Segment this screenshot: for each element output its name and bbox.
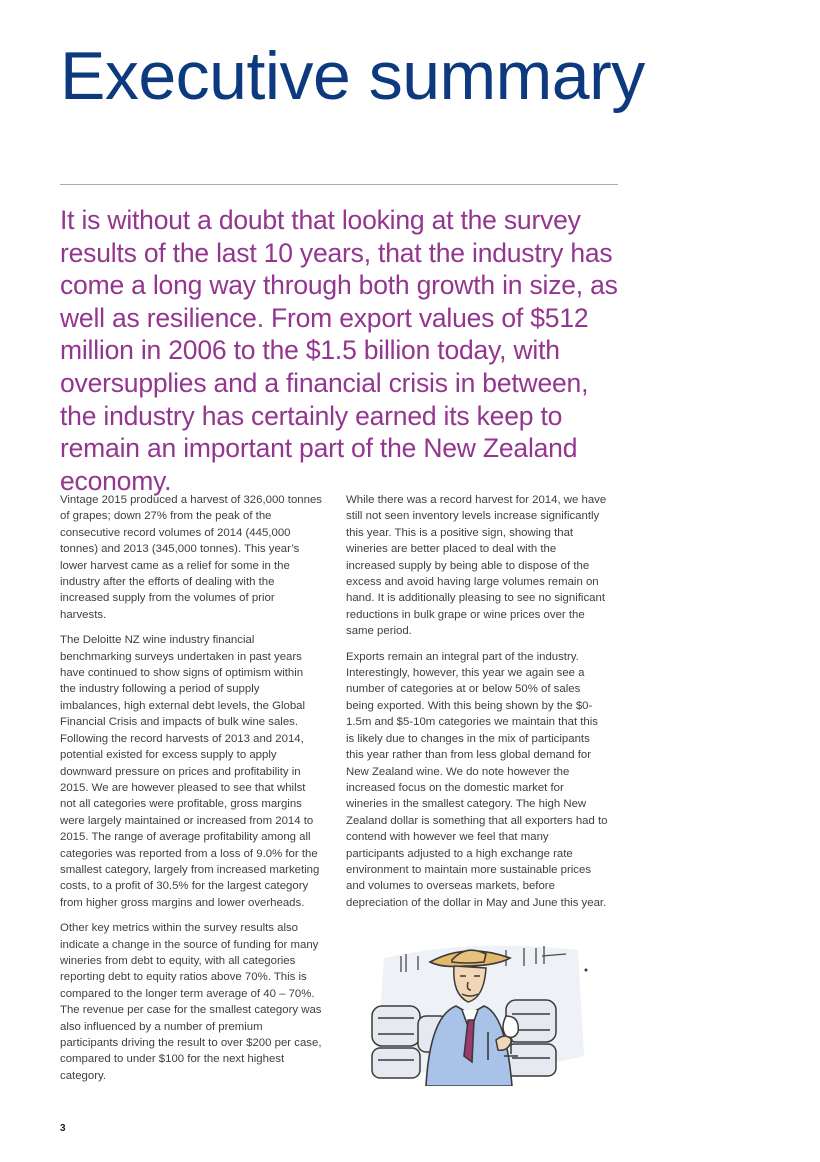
body-paragraph: While there was a record harvest for 2014, we have still not seen inventory levels increase significantly this year. This is a positive sign, showing that wineries are better placed to deal with the increased supply by being able to dispose of the excess and avoid having large volumes remain on hand. It is additionally pleasing to see no significant reductions in bulk grape or wine prices over the same period.	[346, 494, 607, 638]
lead-paragraph: It is without a doubt that looking at the survey results of the last 10 years, that the industry has come a long way through both growth in size, as well as resilience. From export values of $512 million in 2006 to the $1.5 billion today, with oversupplies and a financial crisis in between, the industry has certainly earned its keep to remain an important part of the New Zealand economy.	[60, 205, 618, 496]
body-paragraph: Vintage 2015 produced a harvest of 326,000 tonnes of grapes; down 27% from the peak of the consecutive record volumes of 2014 (445,000 tonnes) and 2013 (345,000 tonnes). This year’s lower harvest came as a relief for some in the industry after the efforts of dealing with the increased supply from the volumes of prior harvests.	[60, 494, 322, 621]
body-paragraph: Exports remain an integral part of the industry. Interestingly, however, this year we again see a number of categories at or below 50% of sales being exported. With this being shown by the $0-1.5m and $5-10m categories we maintain that this is likely due to changes in the mix of participants this year rather than from less global demand for New Zealand wine. We do note however the increased focus on the domestic market for wineries in the smallest category. The high New Zealand dollar is something that all exporters had to contend with however we feel that many participants adjusted to a high exchange rate environment to maintain more sustainable prices and volumes to overseas markets, before depreciation of the dollar in May and June this year.	[346, 650, 608, 909]
right-column	[346, 492, 608, 920]
page-title: Executive summary	[60, 38, 645, 114]
winemaker-illustration	[356, 936, 596, 1086]
page-number: 3	[60, 1123, 66, 1134]
left-column	[60, 492, 322, 1093]
body-paragraph: Other key metrics within the survey results also indicate a change in the source of funding for many wineries from debt to equity, with all categories reporting debt to equity ratios above 70%. This is compared to the longer term average of 40 – 70%. The revenue per case for the smallest category was also influenced by a number of premium participants driving the result to over $200 per case, compared to under $100 for the next highest category.	[60, 922, 322, 1082]
body-paragraph: The Deloitte NZ wine industry financial benchmarking surveys undertaken in past years have continued to show signs of optimism within the industry following a period of supply imbalances, high external debt levels, the Global Financial Crisis and impacts of bulk wine sales. Following the record harvests of 2013 and 2014, potential existed for excess supply to apply downward pressure on prices and profitability in 2015. We are however pleased to see that whilst not all categories were profitable, gross margins were largely maintained or increased from 2014 to 2015. The range of average profitability among all categories was reported from a loss of 9.0% for the smallest category, largely from increased marketing costs, to a profit of 30.5% for the largest category from higher gross margins and lower overheads.	[60, 634, 320, 909]
title-divider	[60, 184, 618, 185]
